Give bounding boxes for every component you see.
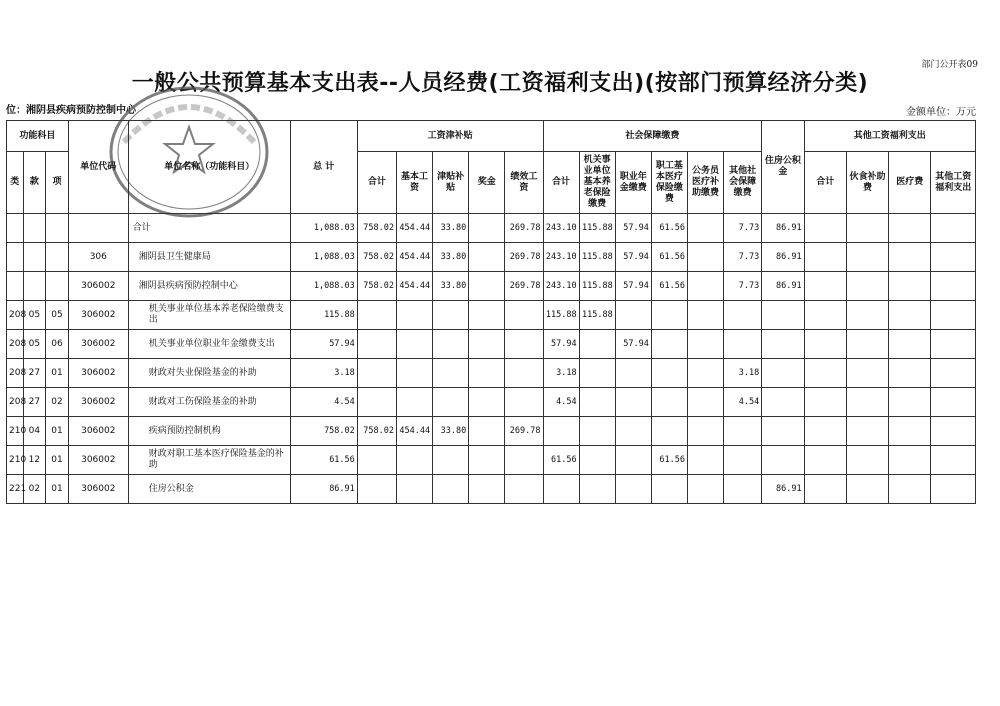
cell-amount: 115.88 [579,301,615,330]
header-social-civil-med: 公务员医疗补助缴费 [687,152,723,214]
cell-unit-code: 306002 [68,330,128,359]
cell-amount [724,417,762,446]
cell-amount [804,301,846,330]
cell-amount [651,417,687,446]
header-social-medical: 职工基本医疗保险缴费 [651,152,687,214]
cell-amount [889,214,931,243]
header-wage-sum: 合计 [357,152,396,214]
cell-amount: 1,088.03 [290,243,357,272]
cell-amount: 115.88 [579,243,615,272]
header-housing: 住房公积金 [762,121,804,214]
cell-amount [762,359,804,388]
cell-amount [687,330,723,359]
table-row [7,243,976,272]
cell-amount [615,388,651,417]
cell-amount [846,359,888,388]
cell-amount [357,359,396,388]
header-social-other: 其他社会保障缴费 [724,152,762,214]
cell-kuan: 05 [23,330,46,359]
cell-unit-name: 机关事业单位职业年金缴费支出 [128,330,290,359]
cell-amount [357,388,396,417]
cell-amount [804,446,846,475]
cell-amount: 243.10 [543,214,579,243]
cell-unit-name: 湘阴县卫生健康局 [128,243,290,272]
cell-amount [615,446,651,475]
cell-amount [931,388,976,417]
cell-amount [889,417,931,446]
cell-amount [396,446,432,475]
table-row [7,359,976,388]
cell-lei [7,272,24,301]
cell-amount [724,475,762,504]
cell-xiang: 01 [46,475,69,504]
cell-amount: 758.02 [357,214,396,243]
cell-amount [846,417,888,446]
cell-amount: 57.94 [615,330,651,359]
cell-amount [762,446,804,475]
cell-amount [762,417,804,446]
cell-amount [469,214,505,243]
header-social-sum: 合计 [543,152,579,214]
header-func-subject: 功能科目 [7,121,69,152]
cell-amount [579,475,615,504]
cell-amount: 115.88 [543,301,579,330]
cell-amount [651,301,687,330]
cell-amount: 1,088.03 [290,272,357,301]
cell-amount [615,301,651,330]
cell-unit-name: 财政对职工基本医疗保险基金的补助 [128,446,290,475]
cell-amount [469,330,505,359]
cell-amount: 454.44 [396,272,432,301]
cell-amount [804,243,846,272]
cell-amount: 61.56 [651,446,687,475]
cell-amount [651,359,687,388]
cell-amount [804,475,846,504]
table-row [7,446,976,475]
header-wage-basic: 基本工资 [396,152,432,214]
cell-amount: 86.91 [290,475,357,504]
cell-amount [433,301,469,330]
cell-amount [357,330,396,359]
cell-xiang: 05 [46,301,69,330]
cell-amount [846,301,888,330]
cell-amount [931,417,976,446]
cell-amount [543,475,579,504]
cell-kuan: 27 [23,388,46,417]
cell-amount: 269.78 [505,214,543,243]
cell-amount [357,475,396,504]
header-total: 总 计 [290,121,357,214]
cell-amount [889,243,931,272]
cell-amount [724,330,762,359]
cell-amount [724,301,762,330]
cell-amount [846,272,888,301]
page-title: 一般公共预算基本支出表--人员经费(工资福利支出)(按部门预算经济分类) [131,71,869,96]
cell-amount [687,359,723,388]
cell-amount [579,417,615,446]
cell-unit-name: 住房公积金 [128,475,290,504]
cell-amount [396,301,432,330]
cell-amount [931,272,976,301]
cell-kuan [23,214,46,243]
cell-amount [931,475,976,504]
cell-xiang: 01 [46,446,69,475]
cell-amount: 61.56 [651,243,687,272]
table-row [7,417,976,446]
cell-amount: 57.94 [615,243,651,272]
cell-amount [762,301,804,330]
cell-kuan: 12 [23,446,46,475]
cell-amount: 7.73 [724,243,762,272]
cell-amount: 33.80 [433,272,469,301]
cell-amount [889,359,931,388]
cell-amount [846,446,888,475]
cell-amount: 33.80 [433,243,469,272]
cell-kuan: 27 [23,359,46,388]
cell-unit-code: 306002 [68,301,128,330]
cell-amount [931,330,976,359]
cell-amount [762,330,804,359]
cell-xiang: 02 [46,388,69,417]
amount-unit: 金额单位：万元 [906,107,976,118]
cell-amount [687,243,723,272]
cell-amount: 61.56 [651,272,687,301]
cell-amount [505,388,543,417]
cell-amount [687,388,723,417]
cell-amount [396,475,432,504]
cell-amount [433,359,469,388]
cell-amount: 86.91 [762,243,804,272]
cell-amount [615,475,651,504]
cell-amount [651,330,687,359]
header-social-annuity: 职业年金缴费 [615,152,651,214]
cell-amount: 86.91 [762,475,804,504]
cell-amount [615,359,651,388]
cell-amount [687,272,723,301]
cell-amount [846,388,888,417]
cell-amount [804,272,846,301]
cell-amount [724,446,762,475]
cell-amount [579,388,615,417]
cell-amount [357,446,396,475]
header-social-pension: 机关事业单位基本养老保险缴费 [579,152,615,214]
cell-amount: 57.94 [543,330,579,359]
cell-amount: 758.02 [357,417,396,446]
cell-amount: 758.02 [357,243,396,272]
cell-lei: 210 [7,446,24,475]
cell-amount [651,388,687,417]
cell-amount [846,243,888,272]
cell-unit-code: 306 [68,243,128,272]
cell-amount: 243.10 [543,272,579,301]
cell-amount: 115.88 [579,272,615,301]
cell-unit-code: 306002 [68,388,128,417]
table-row [7,475,976,504]
cell-amount [651,475,687,504]
cell-amount [579,359,615,388]
cell-amount: 454.44 [396,417,432,446]
header-other-group: 其他工资福利支出 [804,121,975,152]
budget-table [6,120,976,504]
header-xiang: 项 [46,152,69,214]
cell-amount: 57.94 [290,330,357,359]
cell-xiang: 01 [46,417,69,446]
cell-amount: 3.18 [543,359,579,388]
header-lei: 类 [7,152,24,214]
cell-amount [804,214,846,243]
header-wage-perf: 绩效工资 [505,152,543,214]
cell-amount: 86.91 [762,272,804,301]
cell-amount [931,214,976,243]
reporting-unit: 位：湘阴县疾病预防控制中心 [6,105,136,116]
cell-lei: 208 [7,330,24,359]
header-wage-allowance: 津贴补贴 [433,152,469,214]
cell-amount [396,388,432,417]
cell-amount [804,417,846,446]
cell-amount: 33.80 [433,214,469,243]
cell-amount: 269.78 [505,417,543,446]
cell-amount [433,330,469,359]
cell-amount [804,388,846,417]
cell-amount: 115.88 [579,214,615,243]
cell-unit-code [68,214,128,243]
cell-amount [687,301,723,330]
cell-xiang: 06 [46,330,69,359]
cell-amount: 243.10 [543,243,579,272]
cell-amount: 86.91 [762,214,804,243]
cell-lei [7,243,24,272]
header-unit-code: 单位代码 [68,121,128,214]
header-social-group: 社会保障缴费 [543,121,762,152]
cell-amount [687,475,723,504]
cell-amount [846,214,888,243]
cell-unit-name: 机关事业单位基本养老保险缴费支出 [128,301,290,330]
cell-amount: 269.78 [505,243,543,272]
cell-amount: 1,088.03 [290,214,357,243]
table-row [7,330,976,359]
cell-amount [469,417,505,446]
cell-amount: 3.18 [290,359,357,388]
cell-amount [433,475,469,504]
cell-amount [846,330,888,359]
cell-amount [579,446,615,475]
cell-amount: 7.73 [724,214,762,243]
cell-unit-code: 306002 [68,272,128,301]
cell-amount [469,272,505,301]
cell-amount: 57.94 [615,214,651,243]
cell-amount: 57.94 [615,272,651,301]
cell-kuan: 05 [23,301,46,330]
cell-lei: 208 [7,359,24,388]
cell-amount [804,330,846,359]
cell-amount: 269.78 [505,272,543,301]
cell-amount [469,301,505,330]
cell-amount [687,214,723,243]
cell-unit-code: 306002 [68,446,128,475]
cell-kuan [23,243,46,272]
cell-unit-code: 306002 [68,417,128,446]
cell-amount [615,417,651,446]
cell-amount: 61.56 [543,446,579,475]
cell-amount: 454.44 [396,243,432,272]
cell-amount [543,417,579,446]
cell-amount: 454.44 [396,214,432,243]
cell-amount [357,301,396,330]
cell-amount [931,446,976,475]
cell-amount [804,359,846,388]
cell-amount: 33.80 [433,417,469,446]
header-unit-name: 单位名称（功能科目） [128,121,290,214]
cell-amount [505,301,543,330]
cell-amount [433,388,469,417]
header-other-sum: 合计 [804,152,846,214]
cell-unit-code: 306002 [68,475,128,504]
page-tag: 部门公开表09 [921,60,978,70]
cell-lei: 210 [7,417,24,446]
cell-amount: 4.54 [543,388,579,417]
header-other-medical: 医疗费 [889,152,931,214]
header-wage-group: 工资津补贴 [357,121,543,152]
cell-amount: 61.56 [651,214,687,243]
cell-amount [931,243,976,272]
cell-amount: 758.02 [357,272,396,301]
cell-unit-code: 306002 [68,359,128,388]
cell-amount [889,301,931,330]
cell-amount: 115.88 [290,301,357,330]
cell-amount [846,475,888,504]
cell-amount [505,330,543,359]
cell-amount [762,388,804,417]
cell-kuan: 02 [23,475,46,504]
cell-amount: 4.54 [290,388,357,417]
header-kuan: 款 [23,152,46,214]
cell-unit-name: 财政对工伤保险基金的补助 [128,388,290,417]
cell-amount [505,446,543,475]
cell-amount: 61.56 [290,446,357,475]
cell-amount [931,359,976,388]
cell-amount [505,359,543,388]
cell-amount [469,243,505,272]
cell-amount: 3.18 [724,359,762,388]
cell-amount [889,272,931,301]
header-other-meal: 伙食补助费 [846,152,888,214]
cell-amount [469,446,505,475]
cell-unit-name: 财政对失业保险基金的补助 [128,359,290,388]
cell-amount: 7.73 [724,272,762,301]
cell-xiang [46,243,69,272]
cell-unit-name: 合计 [128,214,290,243]
cell-amount [687,417,723,446]
table-row [7,214,976,243]
table-row [7,272,976,301]
cell-amount [469,475,505,504]
cell-unit-name: 湘阴县疾病预防控制中心 [128,272,290,301]
cell-amount [889,330,931,359]
cell-lei [7,214,24,243]
table-row [7,388,976,417]
header-other-other: 其他工资福利支出 [931,152,976,214]
cell-xiang [46,272,69,301]
header-wage-bonus: 奖金 [469,152,505,214]
cell-amount [469,359,505,388]
cell-amount [931,301,976,330]
cell-unit-name: 疾病预防控制机构 [128,417,290,446]
cell-amount [579,330,615,359]
cell-amount [505,475,543,504]
cell-amount: 4.54 [724,388,762,417]
cell-xiang: 01 [46,359,69,388]
table-row [7,301,976,330]
cell-kuan: 04 [23,417,46,446]
cell-lei: 208 [7,301,24,330]
cell-kuan [23,272,46,301]
cell-amount [889,388,931,417]
cell-lei: 208 [7,388,24,417]
cell-amount [469,388,505,417]
cell-amount [396,359,432,388]
cell-amount [889,475,931,504]
cell-amount [433,446,469,475]
cell-amount: 758.02 [290,417,357,446]
cell-amount [889,446,931,475]
cell-amount [396,330,432,359]
cell-lei: 221 [7,475,24,504]
budget-table-body [7,214,976,504]
cell-amount [687,446,723,475]
cell-xiang [46,214,69,243]
